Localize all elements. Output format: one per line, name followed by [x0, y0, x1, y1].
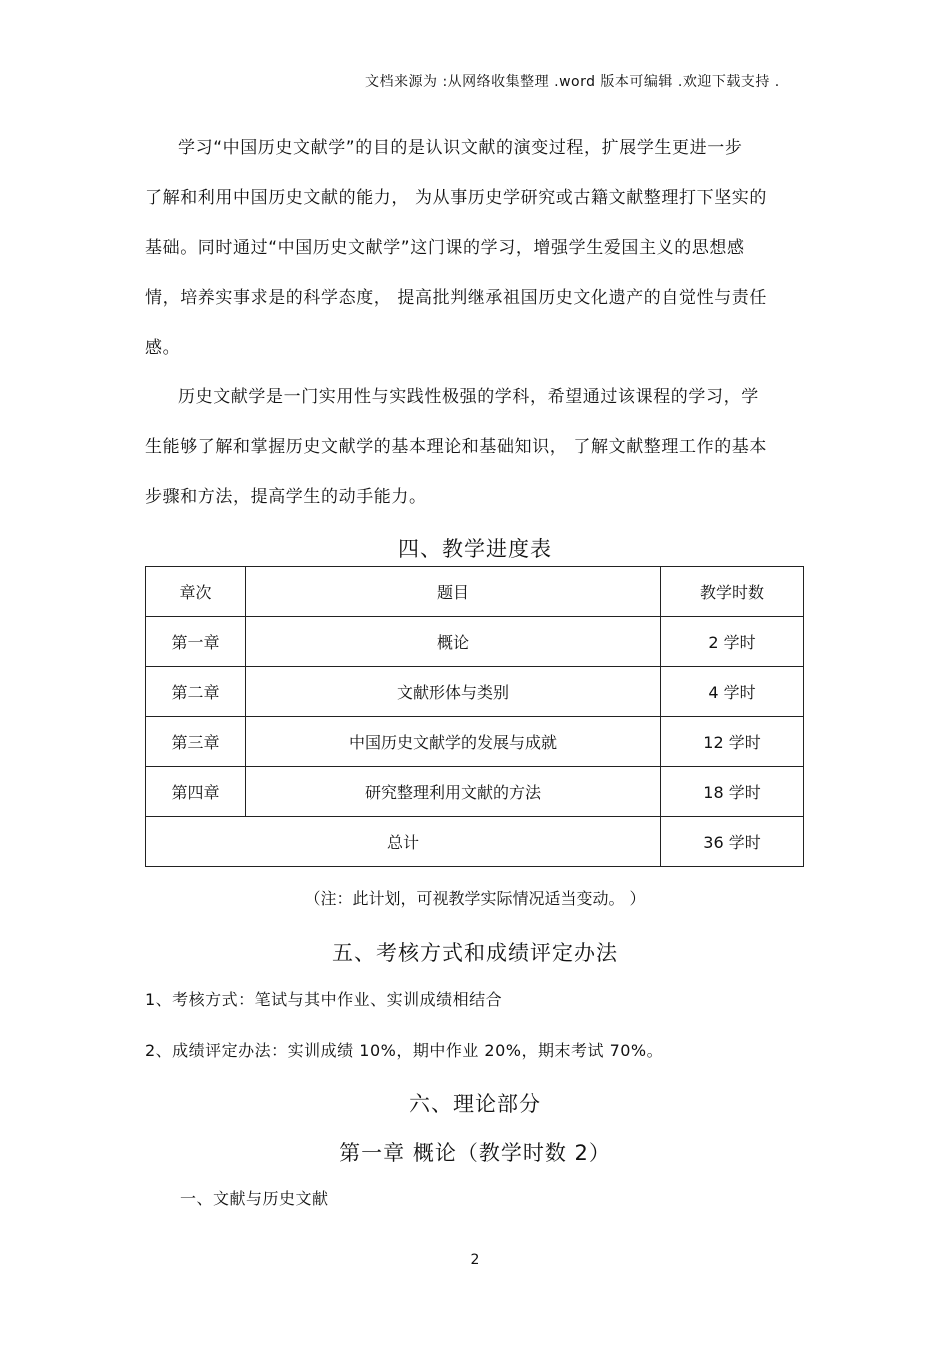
section-title-theory: 六、理论部分 — [409, 1092, 541, 1116]
cell-chapter: 第一章 — [146, 617, 246, 667]
table-header-row — [146, 567, 804, 617]
paragraph-line: 基础。同时通过“中国历史文献学”这门课的学习，增强学生爱国主义的思想感 — [145, 238, 745, 258]
table-note: （注：此计划，可视教学实际情况适当变动。 ） — [304, 889, 646, 908]
paragraph-line: 了解和利用中国历史文献的能力， 为从事历史学研究或古籍文献整理打下坚实的 — [145, 188, 768, 208]
cell-topic: 中国历史文献学的发展与成就 — [246, 717, 661, 767]
table-row — [146, 717, 804, 767]
cell-topic: 概论 — [246, 617, 661, 667]
header-note: 文档来源为 :从网络收集整理 .word 版本可编辑 .欢迎下载支持 . — [365, 74, 780, 90]
cell-topic: 文献形体与类别 — [246, 667, 661, 717]
section-title-schedule: 四、教学进度表 — [398, 537, 552, 561]
cell-hours: 4 学时 — [661, 667, 804, 717]
cell-chapter: 第四章 — [146, 767, 246, 817]
paragraph-line: 步骤和方法，提高学生的动手能力。 — [145, 487, 427, 507]
assessment-item: 1、考核方式：笔试与其中作业、实训成绩相结合 — [145, 990, 503, 1009]
cell-hours: 18 学时 — [661, 767, 804, 817]
paragraph-line: 历史文献学是一门实用性与实践性极强的学科，希望通过该课程的学习，学 — [178, 387, 759, 407]
table-row — [146, 667, 804, 717]
assessment-item: 2、成绩评定办法：实训成绩 10%，期中作业 20%，期末考试 70%。 — [145, 1041, 664, 1060]
paragraph-line: 生能够了解和掌握历史文献学的基本理论和基础知识， 了解文献整理工作的基本 — [145, 437, 768, 457]
cell-topic: 研究整理利用文献的方法 — [246, 767, 661, 817]
section-title-assessment: 五、考核方式和成绩评定办法 — [332, 941, 618, 965]
cell-chapter: 第二章 — [146, 667, 246, 717]
cell-hours: 2 学时 — [661, 617, 804, 667]
paragraph-line: 情，培养实事求是的科学态度， 提高批判继承祖国历史文化遗产的自觉性与责任 — [145, 288, 768, 308]
chapter-title: 第一章 概论（教学时数 2） — [339, 1141, 611, 1165]
schedule-table — [145, 566, 804, 867]
table-row — [146, 617, 804, 667]
page-number: 2 — [470, 1252, 480, 1268]
total-label: 总计 — [146, 817, 661, 867]
header-cell-hours: 教学时数 — [661, 567, 804, 617]
paragraph-line: 感。 — [145, 338, 181, 358]
table-total-row — [146, 817, 804, 867]
header-cell-chapter: 章次 — [146, 567, 246, 617]
table-row — [146, 767, 804, 817]
header-cell-topic: 题目 — [246, 567, 661, 617]
cell-hours: 12 学时 — [661, 717, 804, 767]
cell-chapter: 第三章 — [146, 717, 246, 767]
subheading: 一、文献与历史文献 — [180, 1189, 329, 1208]
paragraph-line: 学习“中国历史文献学”的目的是认识文献的演变过程，扩展学生更进一步 — [178, 138, 743, 158]
total-value: 36 学时 — [661, 817, 804, 867]
